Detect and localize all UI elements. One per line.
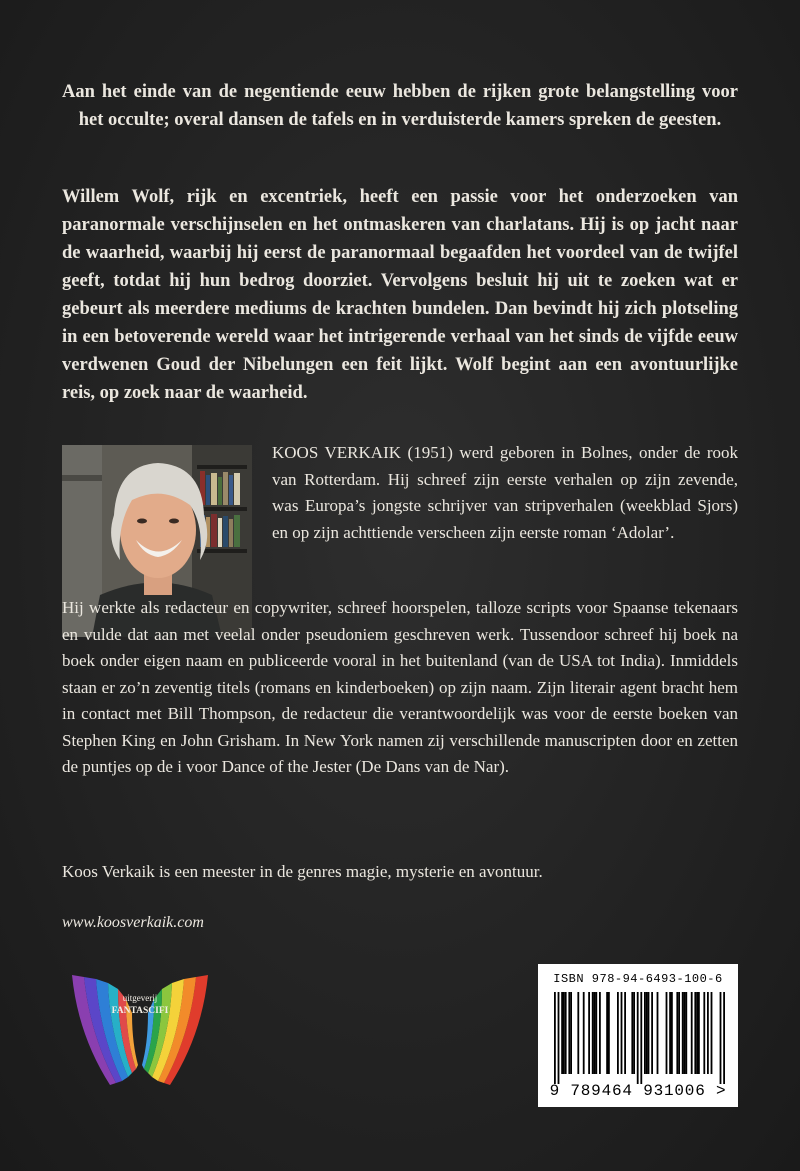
barcode-bar [606, 992, 608, 1074]
barcode-bar [558, 992, 560, 1084]
barcode-bar [684, 992, 686, 1074]
barcode-bar [678, 992, 680, 1074]
barcode-bar [554, 992, 556, 1084]
barcode-bar [682, 992, 684, 1074]
barcode-bar [570, 992, 572, 1074]
blurb-paragraph-2: Willem Wolf, rijk en excentriek, heeft een passie voor het onderzoeken van paranormale verschijnselen en het ontmaskeren van charlatans. Hij is op jacht naar de waarheid, waarbij hij eerst de paranormaal begaafden het voordeel van de twijfel geeft, totdat hij hun bedrog doorziet. Vervolgens besluit hij uit te zoeken wat er gebeurt als meerdere mediums de krachten bundelen. Dan bevindt hij zich plotseling in een betoverende wereld waar het intrigerende verhaal van het sinds de vijfde eeuw verdwenen Goud der Nibelungen een feit lijkt. Wolf begint aan een avontuurlijke reis, op zoek naar de waarheid. [62, 187, 738, 403]
barcode-bar [608, 992, 610, 1074]
publisher-line2: FANTASCIFI [111, 1006, 169, 1016]
barcode-bar [631, 992, 633, 1074]
isbn-barcode [538, 964, 738, 1107]
barcode-bar [599, 992, 601, 1074]
barcode-bar [646, 992, 648, 1074]
barcode-bar [703, 992, 705, 1074]
isbn-label: ISBN 978-94-6493-100-6 [553, 972, 723, 986]
barcode-bar [648, 992, 650, 1074]
bio-paragraph-2: Hij werkte als redacteur en copywriter, schreef hoorspelen, talloze scripts voor Spaanse tekenaars en vulde dat aan met veelal onder pseudoniem geschreven werk. Tussendoor schreef hij boek na boek onder eigen naam en publiceerde vooral in het buitenland (van de USA tot India). Inmiddels staan er zo’n zeventig titels (romans en kinderboeken) op zijn naam. Zijn literair agent bracht hem in contact met Bill Thompson, de redacteur die verantwoordelijk was voor de eerste boeken van Stephen King en John Grisham. In New York namen zij verschillende manuscripten door en zetten de puntjes op de i voor Dance of the Jester (De Dans van de Nar). [62, 598, 738, 776]
barcode-bar [624, 992, 626, 1074]
barcode-bar [565, 992, 567, 1074]
barcode-bar [711, 992, 713, 1074]
barcode-bar [685, 992, 687, 1074]
barcode-bar [617, 992, 619, 1074]
barcode-bar [561, 992, 563, 1074]
barcode-bar [644, 992, 646, 1074]
barcode-bar [696, 992, 698, 1074]
barcode-bar [592, 992, 594, 1074]
barcode-bar [568, 992, 570, 1074]
barcode-bar [651, 992, 653, 1074]
publisher-line1: uitgeverij [122, 993, 158, 1003]
barcode-bar [640, 992, 642, 1084]
barcode-bar [583, 992, 585, 1074]
barcode-bar [698, 992, 700, 1074]
barcode-bar [588, 992, 590, 1074]
barcode-bar [621, 992, 623, 1074]
barcode-bar [694, 992, 696, 1074]
ean-digits: 9 789464 931006 > [549, 1082, 727, 1100]
barcode-bar [723, 992, 725, 1084]
barcode-bar [595, 992, 597, 1074]
barcode-bar [720, 992, 722, 1084]
barcode-bar [676, 992, 678, 1074]
bio-paragraph-1: KOOS VERKAIK (1951) werd geboren in Bolnes, onder de rook van Rotterdam. Hij schreef zijn eerste verhalen op zijn zevende, was Europa’s jongste schrijver van stripverhalen (weekblad Sjors) en op zijn achttiende verscheen zijn eerste roman ‘Adolar’. [272, 443, 738, 542]
barcode-bar [633, 992, 635, 1074]
barcode-bar [657, 992, 659, 1074]
publisher-logo [60, 965, 220, 1105]
barcode-bar [637, 992, 639, 1084]
barcode-bar [671, 992, 673, 1074]
barcode-bar [577, 992, 579, 1074]
barcode-bar [669, 992, 671, 1074]
barcode-bar [666, 992, 668, 1074]
barcode-bar [594, 992, 596, 1074]
blurb-paragraph-1: Aan het einde van de negentiende eeuw hebben de rijken grote belangstelling voor het occulte; overal dansen de tafels en in verduisterde kamers spreken de geesten. [62, 82, 738, 130]
barcode-bar [691, 992, 693, 1074]
bio-paragraph-3: Koos Verkaik is een meester in de genres magie, mysterie en avontuur. [62, 862, 543, 881]
barcode-bar [563, 992, 565, 1074]
barcode-bar [707, 992, 709, 1074]
author-website[interactable]: www.koosverkaik.com [62, 914, 204, 931]
